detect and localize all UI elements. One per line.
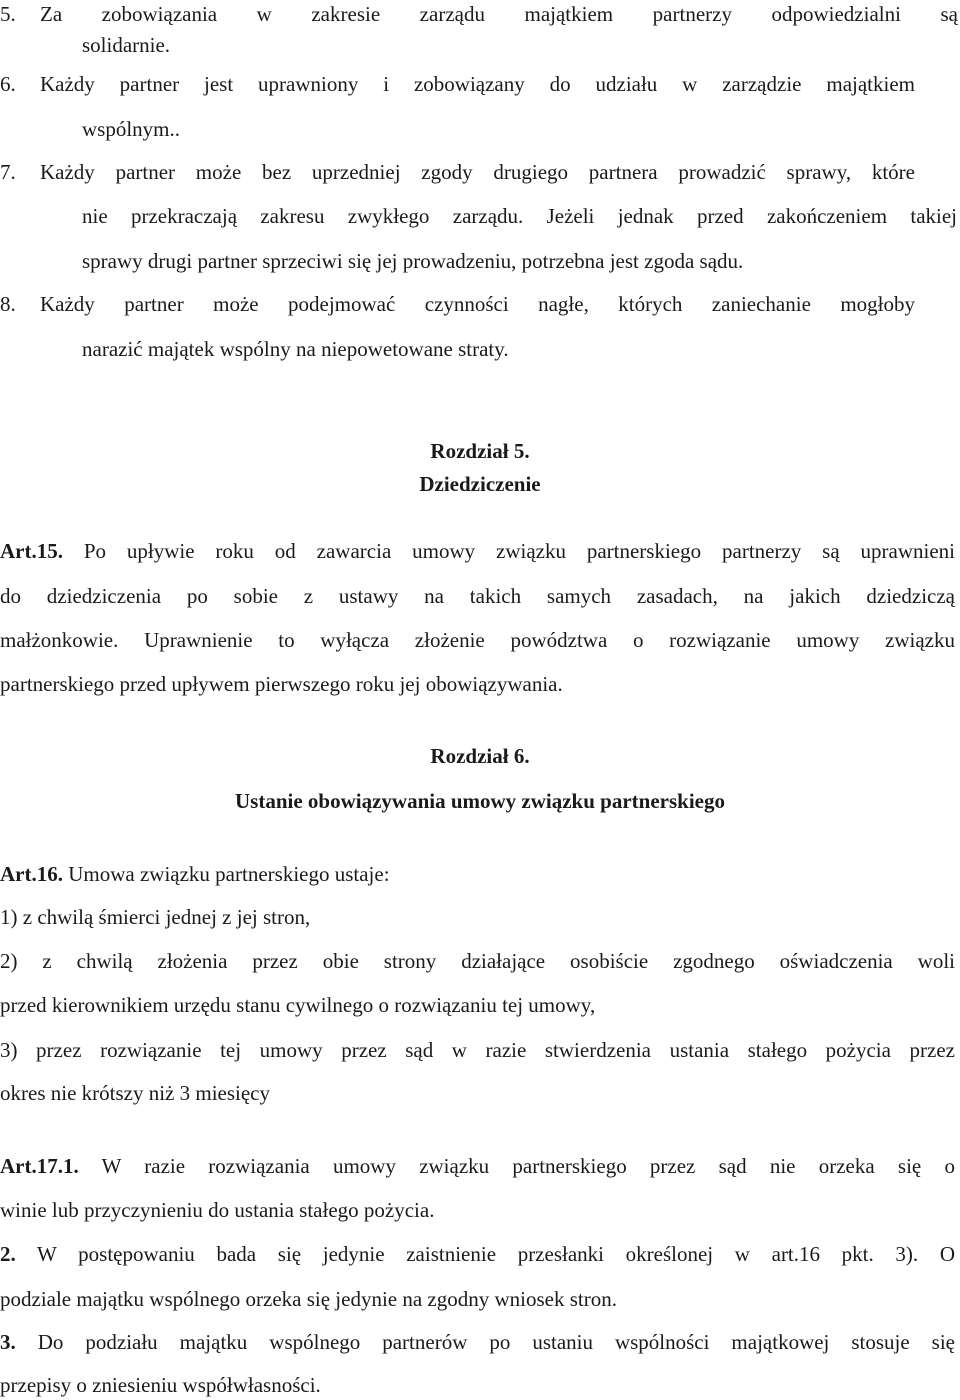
article-15-line: Art.15. Po upływie roku od zawarcia umowy związku partnerskiego partnerzy są uprawnieni xyxy=(0,539,955,563)
article-text: winie lub przyczynieniu do ustania stałego pożycia. xyxy=(0,1198,435,1222)
chapter-heading: Rozdział 5. xyxy=(430,439,530,463)
article-point: 2) z chwilą złożenia przez obie strony działające osobiście zgodnego oświadczenia woli xyxy=(0,949,955,973)
article-text: do dziedziczenia po sobie z ustawy na takich samych zasadach, na jakich dziedziczą xyxy=(0,584,955,608)
section-number: 3. xyxy=(0,1330,16,1354)
chapter-heading: Rozdział 6. xyxy=(430,744,530,768)
list-number: 6. xyxy=(0,72,16,96)
article-point: okres nie krótszy niż 3 miesięcy xyxy=(0,1081,271,1105)
list-text-continuation: solidarnie. xyxy=(82,33,171,57)
list-text: Każdy partner może bez uprzedniej zgody drugiego partnera prowadzić sprawy, które xyxy=(40,160,915,184)
list-item-5 xyxy=(0,0,960,28)
article-point: 3) przez rozwiązanie tej umowy przez sąd w razie stwierdzenia ustania stałego pożycia przez xyxy=(0,1038,955,1062)
article-text: przepisy o zniesieniu współwłasności. xyxy=(0,1373,321,1397)
article-section-2: 2. W postępowaniu bada się jedynie zaistnienie przesłanki określonej w art.16 pkt. 3). O xyxy=(0,1242,956,1266)
article-label: Art.15. xyxy=(0,539,63,563)
list-text: Każdy partner jest uprawniony i zobowiązany do udziału w zarządzie majątkiem xyxy=(40,72,915,96)
section-number: 2. xyxy=(0,1242,16,1266)
list-text-continuation: sprawy drugi partner sprzeciwi się jej prowadzeniu, potrzebna jest zgoda sądu. xyxy=(82,249,744,273)
list-text-continuation: wspólnym.. xyxy=(82,117,181,141)
article-17-line: Art.17.1. W razie rozwiązania umowy związku partnerskiego przez sąd nie orzeka się o xyxy=(0,1154,955,1178)
list-number: 5. xyxy=(0,2,16,26)
list-item-8 xyxy=(0,290,960,318)
list-text-continuation: nie przekraczają zakresu zwykłego zarządu. Jeżeli jednak przed zakończeniem takiej xyxy=(82,204,957,228)
list-item-6 xyxy=(0,70,960,98)
article-text: małżonkowie. Uprawnienie to wyłącza złożenie powództwa o rozwiązanie umowy związku xyxy=(0,628,955,652)
article-text: partnerskiego przed upływem pierwszego roku jej obowiązywania. xyxy=(0,672,563,696)
article-point: 1) z chwilą śmierci jednej z jej stron, xyxy=(0,905,311,929)
list-text-continuation: narazić majątek wspólny na niepowetowane straty. xyxy=(82,337,509,361)
chapter-title: Dziedziczenie xyxy=(419,472,541,496)
list-number: 7. xyxy=(0,160,16,184)
article-point: przed kierownikiem urzędu stanu cywilnego o rozwiązaniu tej umowy, xyxy=(0,993,596,1017)
chapter-title: Ustanie obowiązywania umowy związku partnerskiego xyxy=(234,789,725,813)
article-16-line: Art.16. Umowa związku partnerskiego ustaje: xyxy=(0,862,390,886)
article-label: Art.16. xyxy=(0,862,63,886)
list-number: 8. xyxy=(0,292,16,316)
list-text: Każdy partner może podejmować czynności nagłe, których zaniechanie mogłoby xyxy=(40,292,915,316)
list-item-7 xyxy=(0,158,960,186)
article-text: podziale majątku wspólnego orzeka się jedynie na zgodny wniosek stron. xyxy=(0,1287,617,1311)
list-text: Za zobowiązania w zakresie zarządu majątkiem partnerzy odpowiedzialni są xyxy=(40,2,958,26)
article-label: Art.17.1. xyxy=(0,1154,79,1178)
article-section-3: 3. Do podziału majątku wspólnego partnerów po ustaniu wspólności majątkowej stosuje się xyxy=(0,1330,955,1354)
